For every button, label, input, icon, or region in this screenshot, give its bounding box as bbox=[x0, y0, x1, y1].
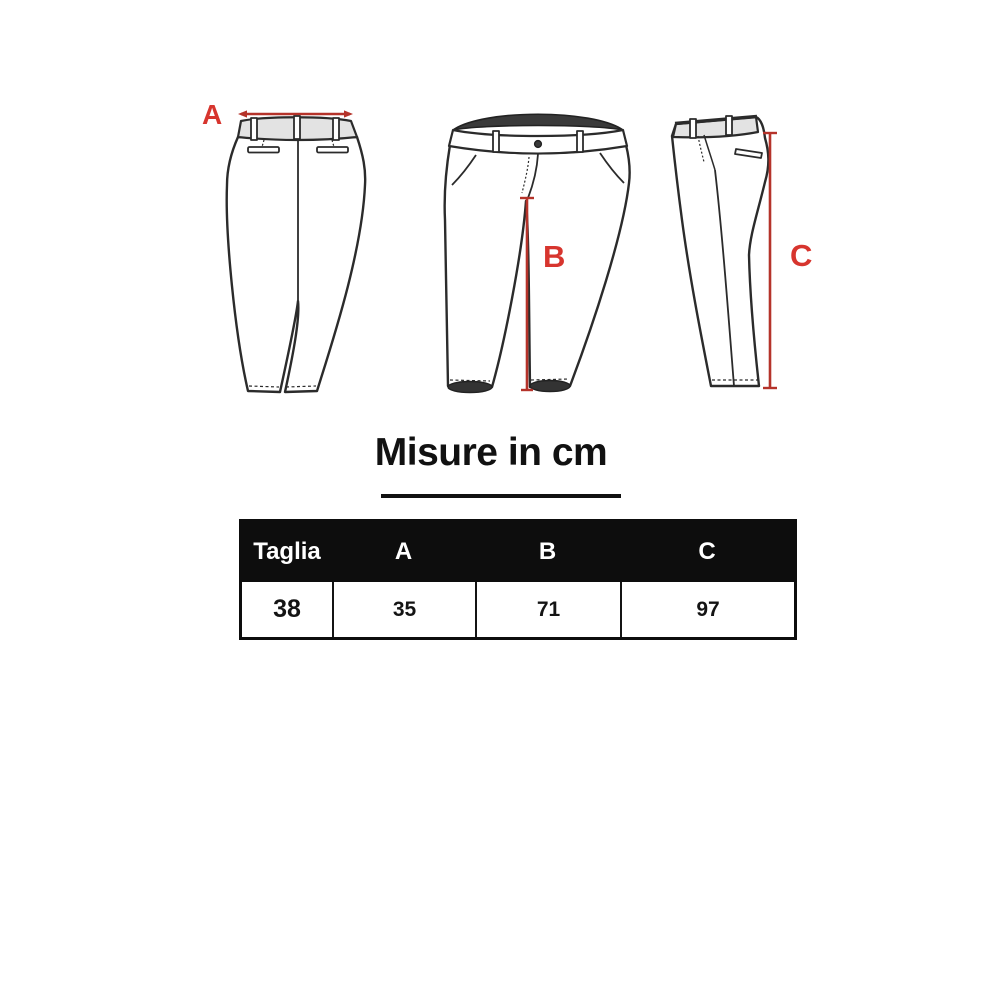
size-table-header-a: A bbox=[394, 538, 413, 565]
measurement-label-c: C bbox=[790, 238, 813, 273]
pants-back-view-figure bbox=[220, 103, 372, 405]
measurement-label-a: A bbox=[202, 99, 223, 130]
measurement-label-b: B bbox=[543, 239, 566, 274]
size-value-b: 71 bbox=[475, 582, 620, 637]
size-guide-title: Misure in cm bbox=[374, 431, 608, 474]
size-table-row bbox=[242, 582, 794, 637]
size-table-header-row bbox=[242, 522, 794, 582]
size-value-c: 97 bbox=[620, 582, 794, 637]
size-value-taglia: 38 bbox=[273, 595, 301, 623]
pants-front-view-figure bbox=[438, 105, 638, 400]
waistband-button bbox=[535, 141, 542, 148]
size-table bbox=[239, 519, 797, 640]
size-table-header-c: C bbox=[698, 538, 716, 565]
size-table-header-b: B bbox=[538, 538, 557, 565]
pants-front-view-drawing bbox=[438, 105, 638, 400]
title-underline bbox=[381, 494, 621, 498]
size-value-a: 35 bbox=[332, 582, 475, 637]
pants-back-view-drawing bbox=[220, 103, 372, 405]
size-table-header-taglia: Taglia bbox=[253, 538, 321, 565]
